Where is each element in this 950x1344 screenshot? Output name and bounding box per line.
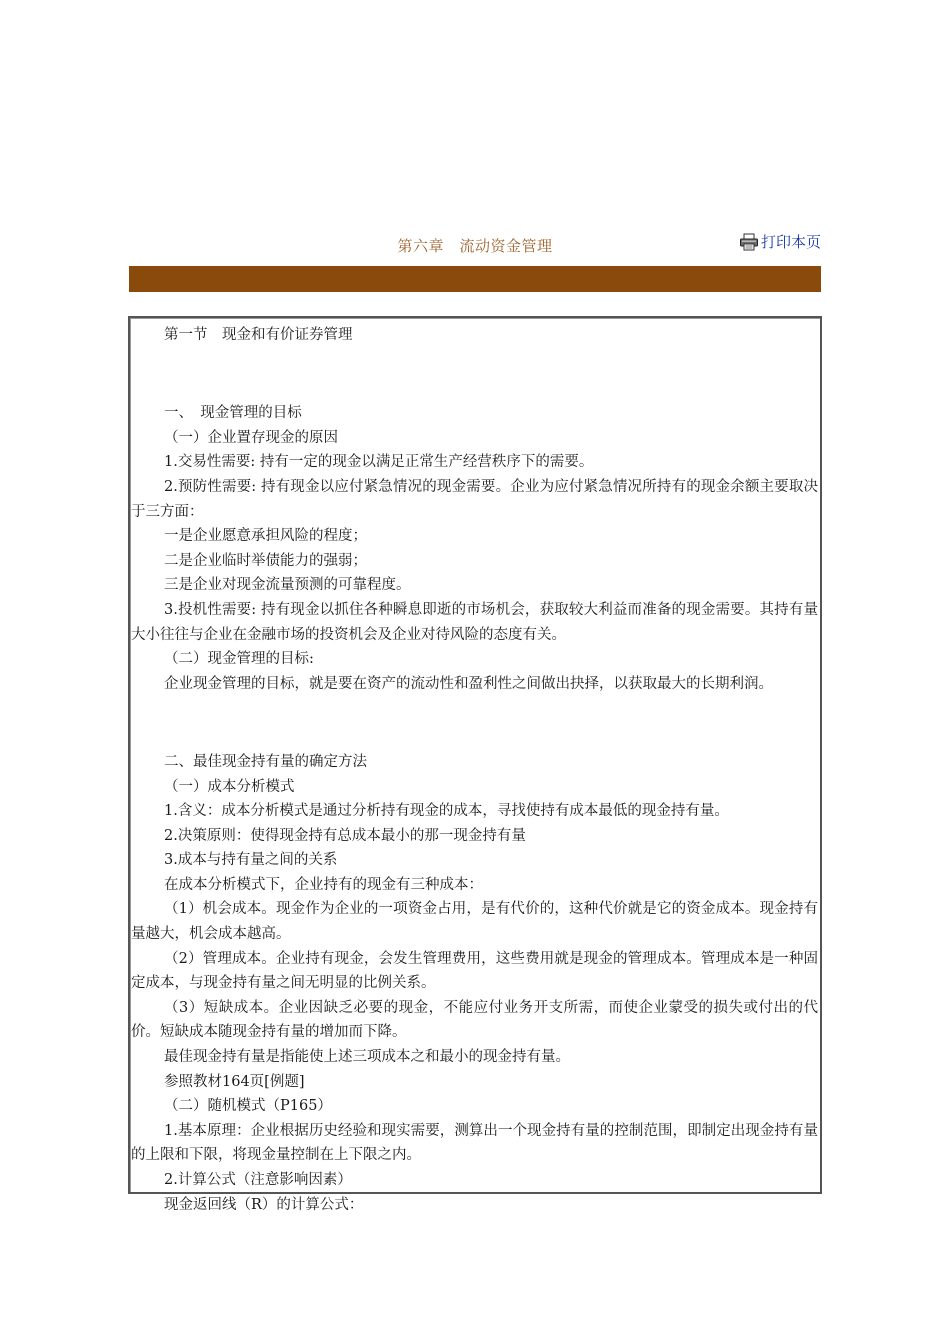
content-line: 2.决策原则：使得现金持有总成本最小的那一现金持有量: [164, 827, 526, 844]
printer-icon: [739, 233, 759, 251]
content-line: 二、最佳现金持有量的确定方法: [164, 753, 367, 770]
content-line: （1）机会成本。现金作为企业的一项资金占用，是有代价的，这种代价就是它的资金成本。现金持有量越大，机会成本越高。: [131, 901, 818, 943]
print-page-label[interactable]: 打印本页: [760, 233, 821, 251]
content-line: 参照教材164页[例题]: [164, 1073, 305, 1090]
content-line: （二）现金管理的目标:: [164, 651, 314, 668]
header-banner-bar: [129, 266, 821, 292]
content-line: （二）随机模式（P165）: [164, 1098, 332, 1115]
content-line: 企业现金管理的目标，就是要在资产的流动性和盈利性之间做出抉择，以获取最大的长期利润。: [164, 675, 773, 692]
page-header: [129, 228, 821, 260]
content-box: [128, 316, 822, 1213]
content-body: [130, 318, 820, 1217]
blank-line: [131, 362, 818, 387]
content-line: （2）管理成本。企业持有现金，会发生管理费用，这些费用就是现金的管理成本。管理成本是一种固定成本，与现金持有量之间无明显的比例关系。: [131, 950, 818, 992]
content-line: 最佳现金持有量是指能使上述三项成本之和最小的现金持有量。: [164, 1049, 570, 1066]
content-line: （3）短缺成本。企业因缺乏必要的现金，不能应付业务开支所需，而使企业蒙受的损失或付出的代价。短缺成本随现金持有量的增加而下降。: [131, 999, 818, 1041]
content-line: 1.基本原理：企业根据历史经验和现实需要，测算出一个现金持有量的控制范围，即制定出现金持有量的上限和下限，将现金量控制在上下限之内。: [131, 1122, 818, 1164]
content-line: 1.交易性需要: 持有一定的现金以满足正常生产经营秩序下的需要。: [164, 454, 594, 471]
content-line: 二是企业临时举债能力的强弱；: [164, 552, 367, 569]
content-line: 1.含义：成本分析模式是通过分析持有现金的成本，寻找使持有成本最低的现金持有量。: [164, 803, 729, 820]
content-line: 2.预防性需要: 持有现金以应付紧急情况的现金需要。企业为应付紧急情况所持有的现金余额主要取决于三方面：: [131, 478, 818, 520]
print-page-link[interactable]: [739, 231, 821, 252]
content-line: 3.成本与持有量之间的关系: [164, 852, 338, 869]
section-heading: 第一节 现金和有价证券管理: [164, 327, 353, 343]
content-line: 一是企业愿意承担风险的程度；: [164, 528, 367, 545]
content-line: （一）成本分析模式: [164, 778, 295, 795]
content-line: 2.计算公式（注意影响因素）: [164, 1172, 352, 1188]
content-line: 在成本分析模式下，企业持有的现金有三种成本：: [164, 876, 483, 893]
chapter-title: 第六章 流动资金管理: [397, 237, 553, 255]
content-line: 一、 现金管理的目标: [164, 405, 302, 422]
content-line: （一）企业置存现金的原因: [164, 429, 338, 446]
content-line: 3.投机性需要: 持有现金以抓住各种瞬息即逝的市场机会，获取较大利益而准备的现金需要。其持有量大小往往与企业在金融市场的投资机会及企业对待风险的态度有关。: [131, 601, 818, 643]
content-line: 三是企业对现金流量预测的可靠程度。: [164, 577, 411, 594]
content-line: 现金返回线（R）的计算公式：: [164, 1196, 364, 1213]
blank-line: [131, 711, 818, 736]
